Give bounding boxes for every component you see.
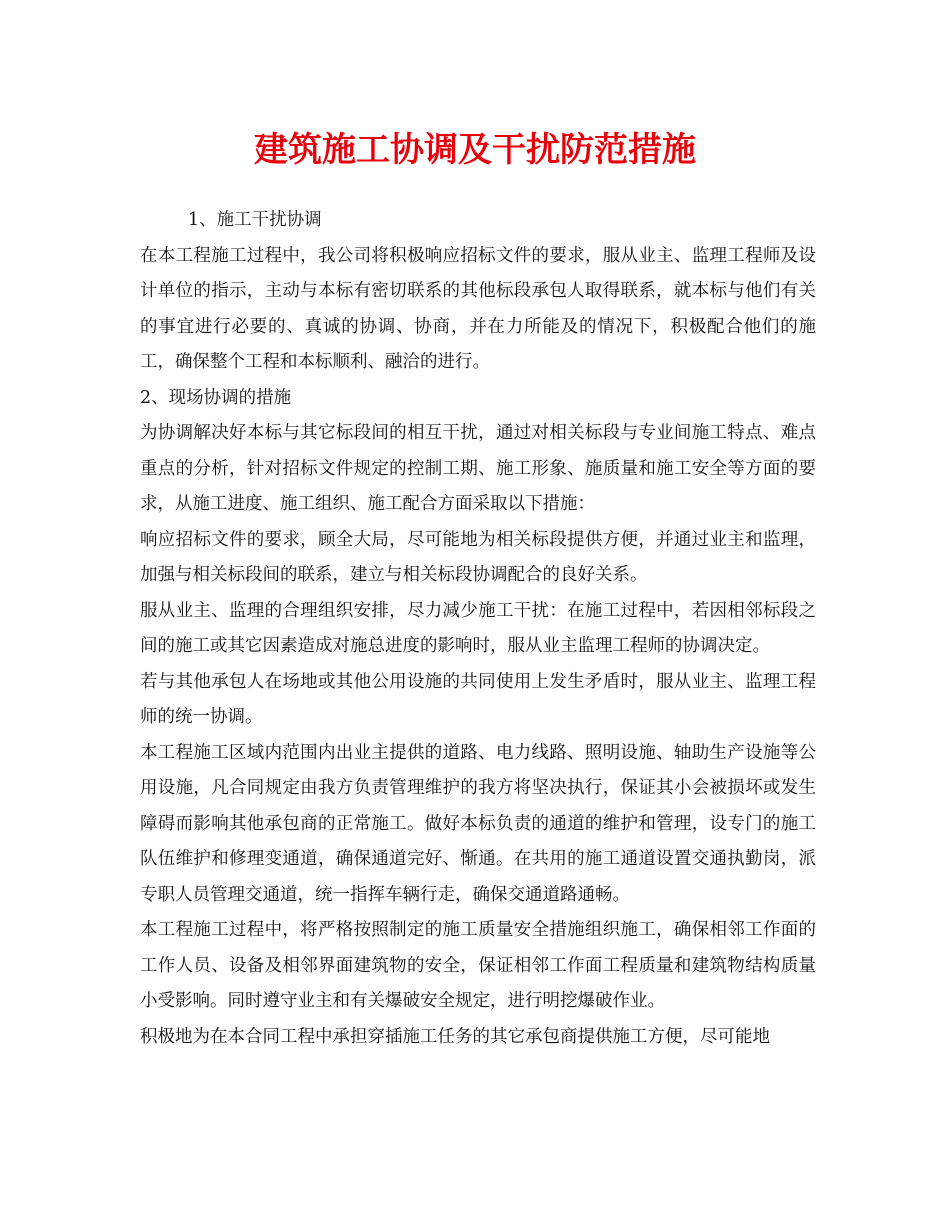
paragraph: 本工程施工过程中，将严格按照制定的施工质量安全措施组织施工，确保相邻工作面的工作人员、设备及相邻界面建筑物的安全，保证相邻工作面工程质量和建筑物结构质量小受影响。同时遵守业主和有关爆破安全规定，进行明挖爆破作业。 [140,920,816,1011]
paragraph: 积极地为在本合同工程中承担穿插施工任务的其它承包商提供施工方便，尽可能地 [140,1026,770,1047]
paragraph: 服从业主、监理的合理组织安排，尽力减少施工干扰：在施工过程中，若因相邻标段之间的施工或其它因素造成对施总进度的影响时，服从业主监理工程师的协调决定。 [140,600,816,656]
paragraph: 为协调解决好本标与其它标段间的相互干扰，通过对相关标段与专业间施工特点、难点重点的分析，针对招标文件规定的控制工期、施工形象、施质量和施工安全等方面的要求，从施工进度、施工组织、施工配合方面采取以下措施： [140,423,816,514]
paragraph: 响应招标文件的要求，顾全大局，尽可能地为相关标段提供方便，并通过业主和监理，加强与相关标段间的联系，建立与相关标段协调配合的良好关系。 [140,529,816,585]
paragraph: 本工程施工区域内范围内出业主提供的道路、电力线路、照明设施、轴助生产设施等公用设施，凡合同规定由我方负责管理维护的我方将坚决执行，保证其小会被损坏或发生障碍而影响其他承包商的正常施工。做好本标负责的通道的维护和管理，设专门的施工队伍维护和修理变通道，确保通道完好、惭通。在共用的施工通道设置交通执勤岗，派专职人员管理交通道，统一指挥车辆行走，确保交通道路通畅。 [140,742,816,905]
document-title: 建筑施工协调及干扰防范措施 [254,130,696,170]
section-heading-1: 1、施工干扰协调 [188,210,322,230]
paragraph: 若与其他承包人在场地或其他公用设施的共同使用上发生矛盾时，服从业主、监理工程师的统一协调。 [140,671,816,727]
section-heading-2: 2、现场协调的措施 [140,387,292,408]
document-body [140,203,816,1055]
paragraph: 在本工程施工过程中，我公司将积极响应招标文件的要求，服从业主、监理工程师及设计单位的指示，主动与本标有密切联系的其他标段承包人取得联系，就本标与他们有关的事宜进行必要的、真诚的协调、协商，并在力所能及的情况下，积极配合他们的施工，确保整个工程和本标顺利、融洽的进行。 [140,245,816,372]
